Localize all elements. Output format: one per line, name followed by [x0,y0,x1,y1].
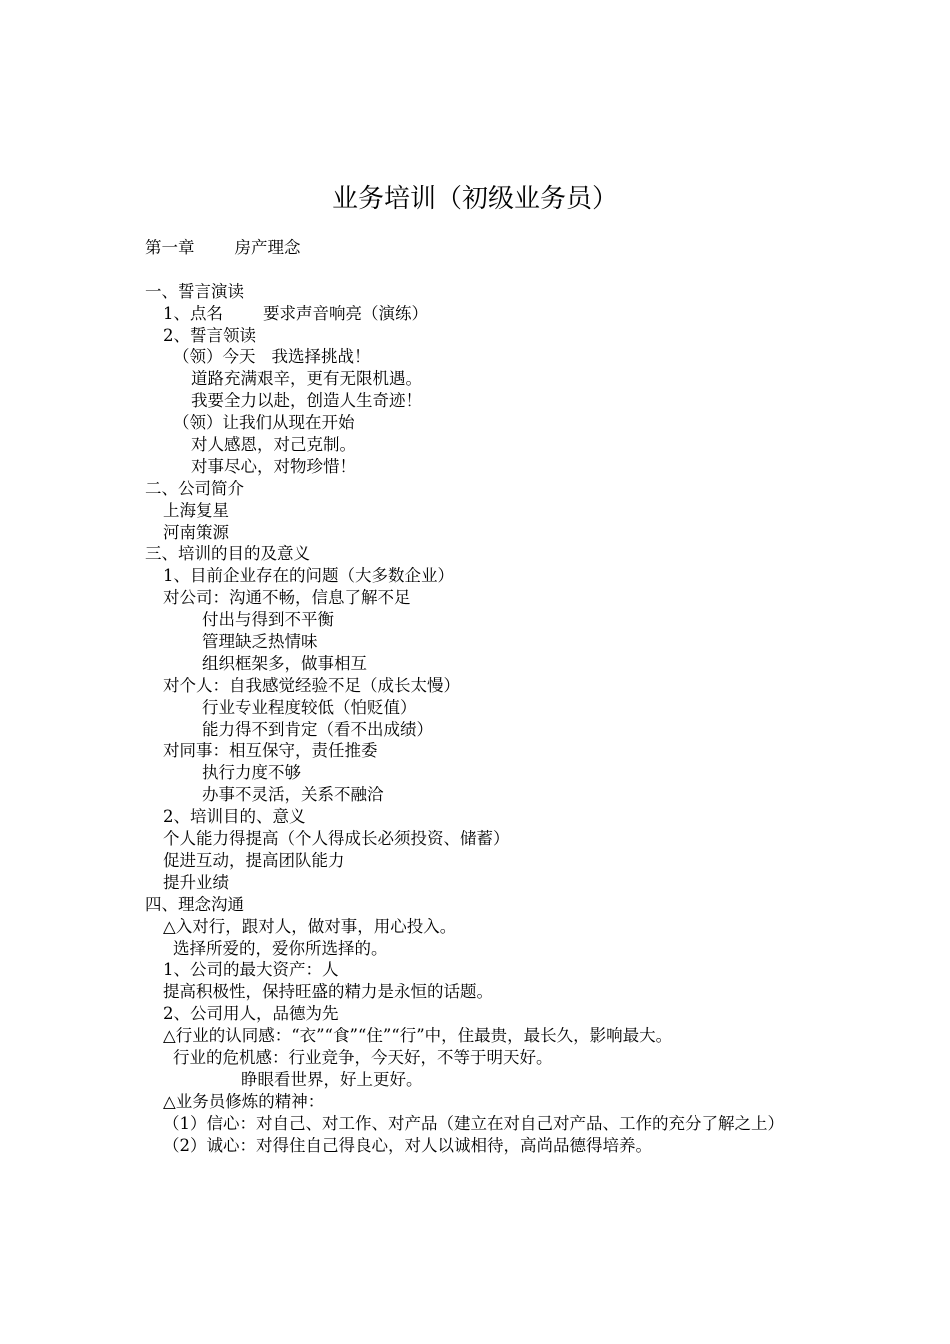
concept-line: 睁眼看世界，好上更好。 [241,1069,423,1089]
oath-line [145,346,810,368]
issue-line: 办事不灵活，关系不融洽 [202,785,384,805]
concept-line: 2、公司用人，品德为先 [163,1004,339,1024]
oath-line: 对事尽心，对物珍惜！ [191,456,356,476]
oath-text: 我选择挑战！ [271,347,371,367]
list-item: 2、誓言领读 [163,325,256,345]
oath-lead: （领）今天 [173,347,256,367]
concept-line: △入对行，跟对人，做对事，用心投入。 [163,916,457,936]
purpose-line: 促进互动，提高团队能力 [163,850,345,870]
chapter-heading [145,237,810,259]
concept-paragraph: （1）信心：对自己、对工作、对产品（建立在对自己对产品、工作的充分了解之上） [163,1113,784,1133]
concept-paragraph: （2）诚心：对得住自己得良心，对人以诚相待，高尚品德得培养。 [163,1135,652,1155]
document-title: 业务培训（初级业务员） [331,184,618,214]
company-item: 河南策源 [163,522,229,542]
item-note: 要求声音响亮（演练） [263,303,428,323]
section-heading-3: 三、培训的目的及意义 [145,544,310,564]
purpose-line: 提升业绩 [163,872,229,892]
list-item [145,303,810,325]
oath-line: 对人感恩，对己克制。 [191,435,356,455]
issue-line: 对同事：相互保守，责任推委 [163,741,378,761]
chapter-name: 房产理念 [234,238,301,257]
concept-line: 提高积极性，保持旺盛的精力是永恒的话题。 [163,982,493,1002]
spacer [145,259,810,281]
issue-line: 对个人：自我感觉经验不足（成长太慢） [163,675,460,695]
oath-line: 道路充满艰辛，更有无限机遇。 [191,369,422,389]
list-item: 1、目前企业存在的问题（大多数企业） [163,566,454,586]
issue-line: 管理缺乏热情味 [202,632,318,652]
chapter-number: 第一章 [145,238,195,257]
concept-line: 1、公司的最大资产：人 [163,960,339,980]
section-heading-4: 四、理念沟通 [145,894,244,914]
oath-line: 我要全力以赴，创造人生奇迹！ [191,391,422,411]
oath-line: （领）让我们从现在开始 [173,413,355,433]
issue-line: 行业专业程度较低（怕贬值） [202,697,417,717]
issue-line: 付出与得到不平衡 [202,610,334,630]
concept-line: 选择所爱的，爱你所选择的。 [173,938,388,958]
document-body [145,237,810,1156]
company-item: 上海复星 [163,500,229,520]
issue-line: 执行力度不够 [202,763,301,783]
section-heading-2: 二、公司简介 [145,478,244,498]
concept-paragraph: △行业的认同感：“衣”“食”“住”“行”中，住最贵，最长久，影响最大。 [163,1026,673,1046]
item-label: 1、点名 [163,303,223,323]
issue-line: 组织框架多，做事相互 [202,653,367,673]
issue-line: 对公司：沟通不畅，信息了解不足 [163,588,411,608]
purpose-line: 个人能力得提高（个人得成长必须投资、储蓄） [163,829,510,849]
concept-line: △业务员修炼的精神： [163,1091,325,1111]
concept-line: 行业的危机感：行业竞争，今天好，不等于明天好。 [173,1047,553,1067]
section-heading-1: 一、誓言演读 [145,281,244,301]
list-item: 2、培训目的、意义 [163,807,306,827]
issue-line: 能力得不到肯定（看不出成绩） [202,719,433,739]
